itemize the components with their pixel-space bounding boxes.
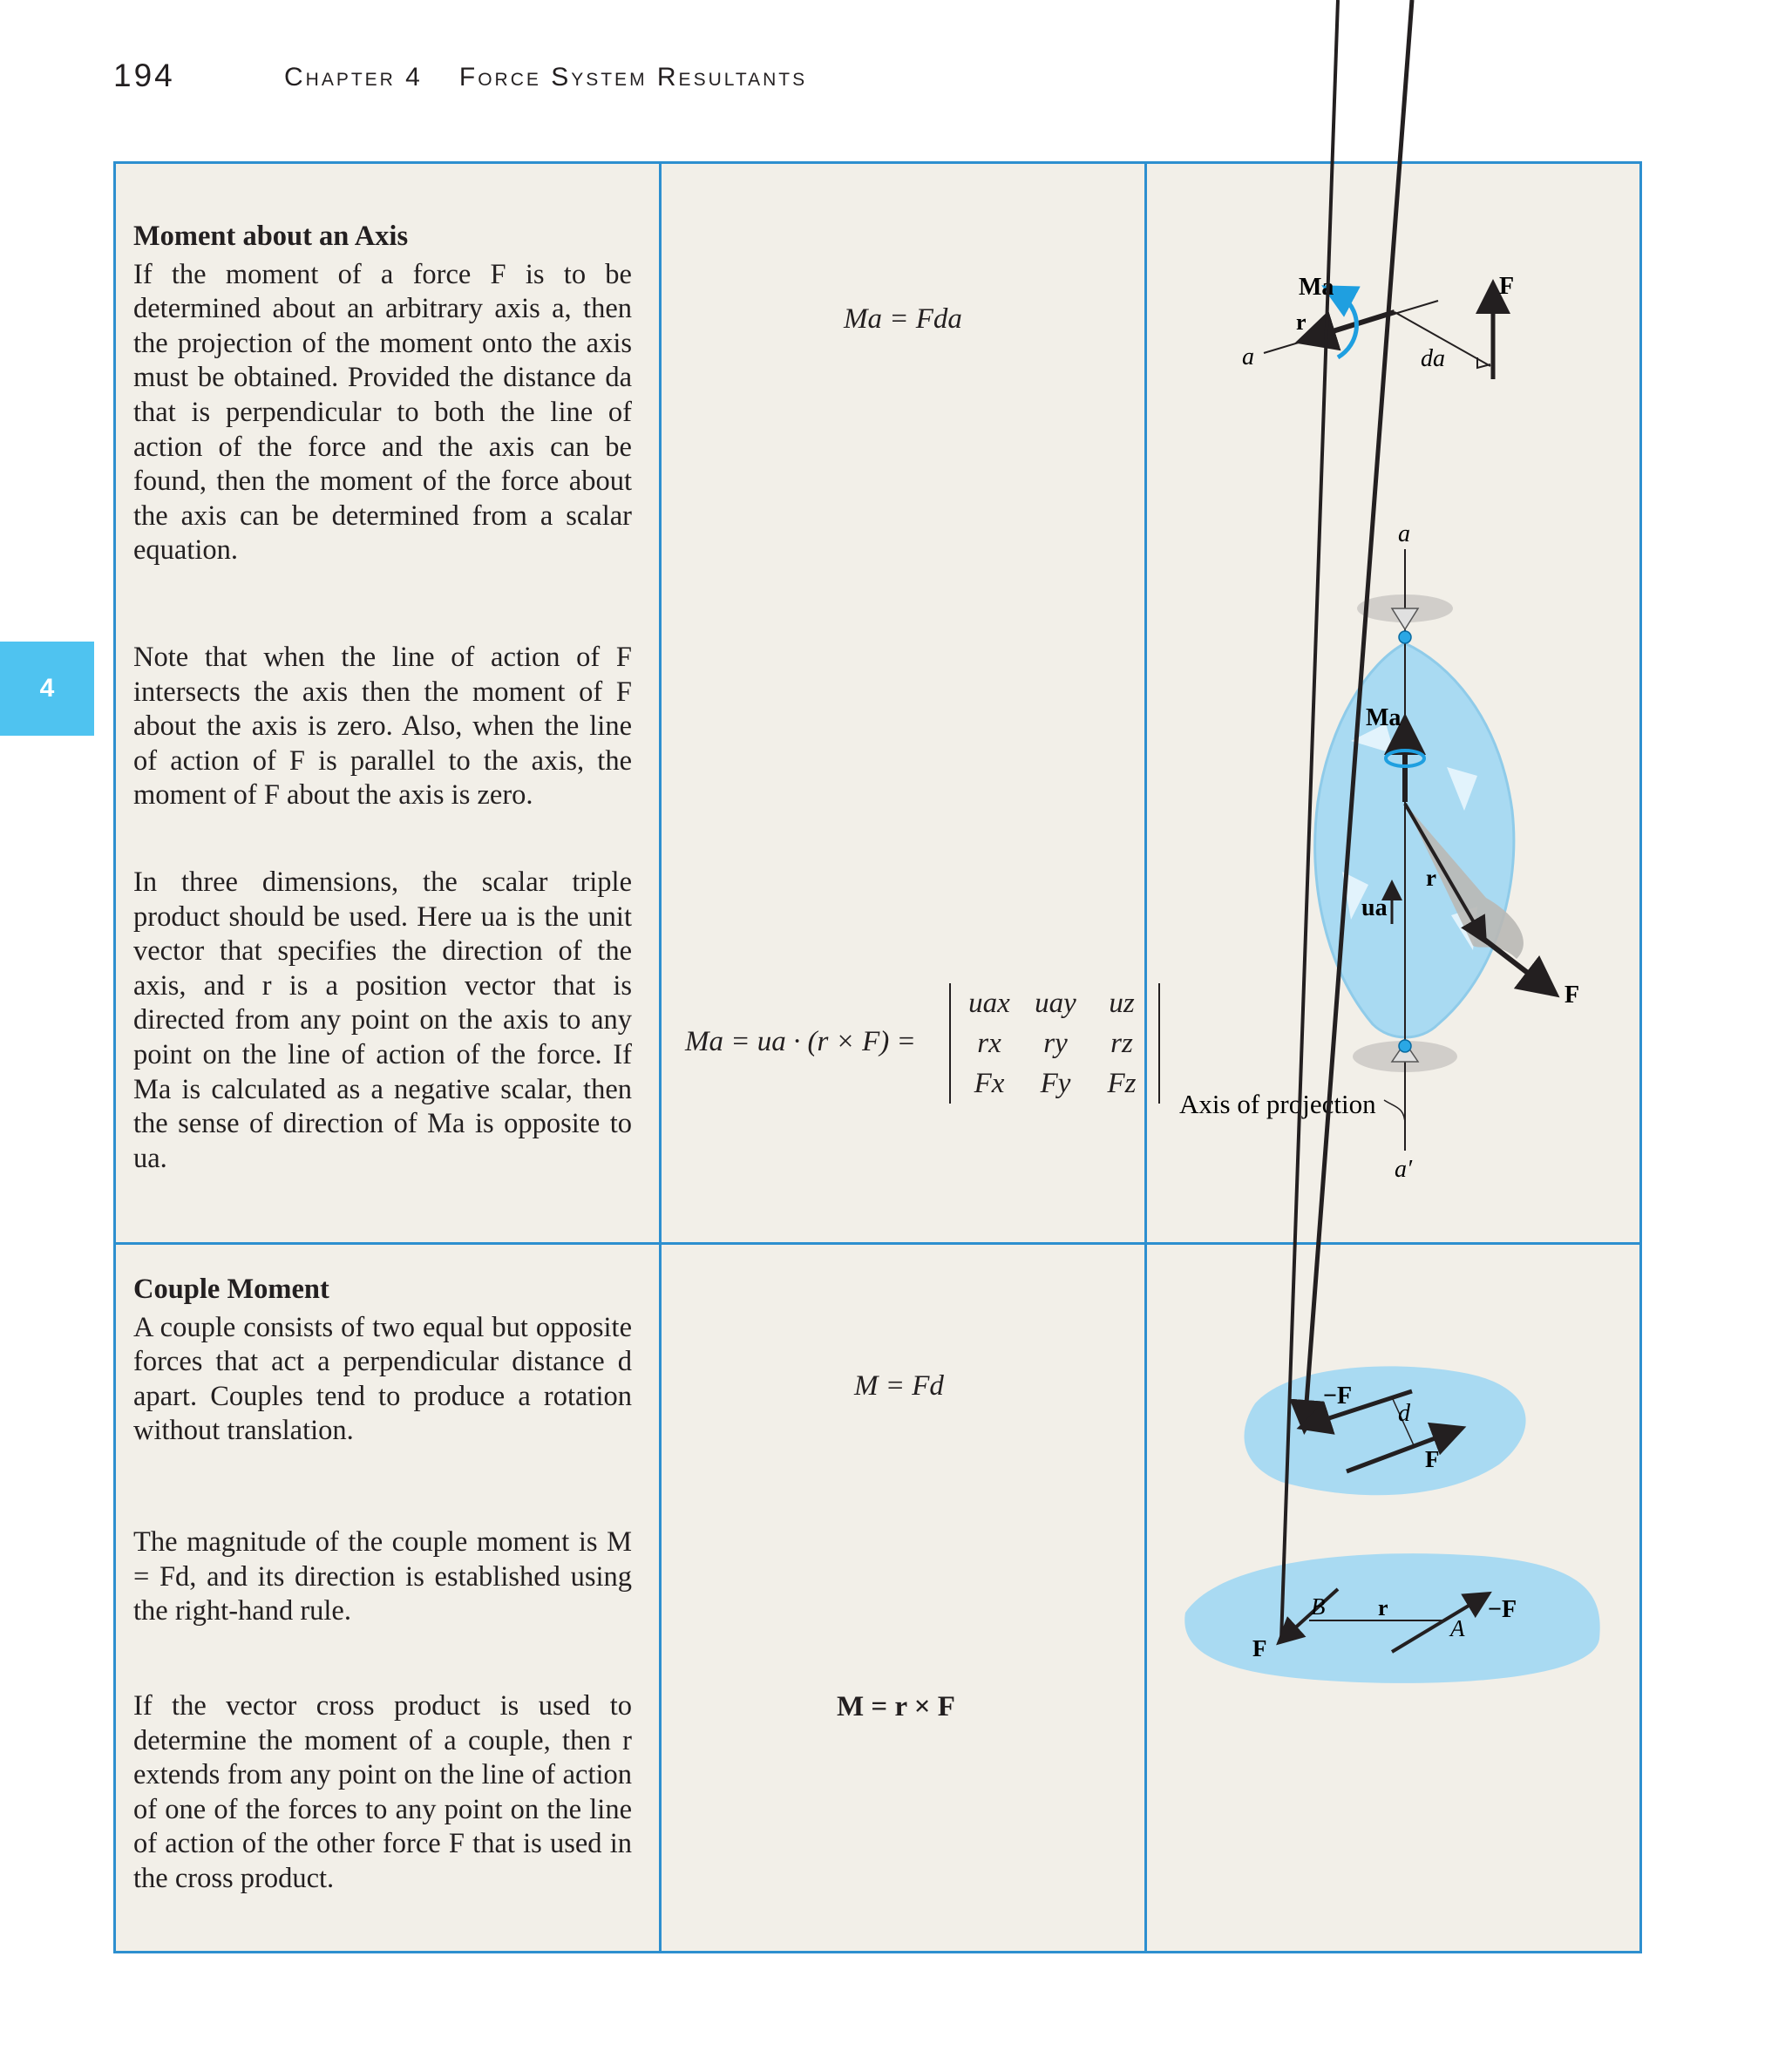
label-F: F <box>1564 982 1580 1009</box>
label-a: a <box>1242 343 1254 370</box>
det-cell: rx <box>977 1028 1001 1059</box>
label-Ma: Ma <box>1366 704 1402 731</box>
callout-leader <box>1384 1100 1405 1124</box>
label-a-prime: a′ <box>1395 1156 1413 1183</box>
det-cell: Fz <box>1107 1068 1137 1099</box>
paragraph: A couple consists of two equal but opposite forces that act a perpendicular distance d apart. Couples tend to produce a rotation without translation. <box>133 1311 632 1447</box>
paragraph: In three dimensions, the scalar triple product should be used. Here ua is the unit vector that specifies the direction of the axis, and r is a position vector that is directed from any point on the axis to any point on the line of action of the force. If Ma is calculated as a negative scalar, then the sense of direction of Ma is opposite to ua. <box>133 866 632 1174</box>
label-F: F <box>1425 1446 1440 1472</box>
equation-triple-product: Ma = ua · (r × F) = <box>685 1026 916 1057</box>
label-F: F <box>1499 273 1515 300</box>
figure-moment-about-axis <box>1242 273 1514 379</box>
axis-of-projection-label: Axis of projection <box>1179 1089 1376 1119</box>
label-r: r <box>1426 865 1436 891</box>
section-heading: Moment about an Axis <box>133 221 409 252</box>
det-cell: Fy <box>1040 1068 1071 1099</box>
det-cell: uay <box>1035 988 1076 1019</box>
section-heading: Couple Moment <box>133 1274 329 1305</box>
label-a-top: a <box>1398 520 1410 547</box>
chapter-title: Force System Resultants <box>458 63 808 92</box>
figure-axis-of-projection <box>1179 520 1579 1183</box>
paragraph: Note that when the line of action of F intersects the axis then the moment of F about the axis is zero. Also, when the line of action of F is parallel to the axis, the moment of F about the axis is zero. <box>133 642 632 812</box>
det-cell: rz <box>1110 1028 1133 1059</box>
equation-couple-vector: M = r × F <box>837 1691 955 1722</box>
det-cell: uax <box>968 988 1010 1019</box>
det-cell: Fx <box>974 1068 1005 1099</box>
paragraph: The magnitude of the couple moment is M = Fd, and its direction is established using the right-hand rule. <box>133 1526 632 1627</box>
chapter-label: Chapter 4 <box>284 63 423 92</box>
label-d: d <box>1398 1400 1410 1427</box>
label-A: A <box>1450 1615 1465 1641</box>
bottom-pin <box>1399 1040 1411 1052</box>
label-negF: −F <box>1323 1382 1353 1410</box>
rigid-body-blob <box>1315 643 1514 1037</box>
page-number: 194 <box>113 58 175 93</box>
label-Ma: Ma <box>1299 274 1334 301</box>
top-pin <box>1399 631 1411 643</box>
position-vector-r <box>1305 312 1395 340</box>
paragraph: If the moment of a force F is to be determined about an arbitrary axis a, then the projection of the moment onto the axis must be obtained. Provided the distance da that is perpendicular to both the line of action of the force and the axis can be found, then the moment of the force about the axis can be determined from a scalar equation. <box>133 258 632 567</box>
paragraph: If the vector cross product is used to determine the moment of a couple, then r extends from any point on the line of action of one of the forces to any point on the line of action of the other force F that is used in the cross product. <box>133 1690 632 1894</box>
det-cell: uz <box>1109 988 1135 1019</box>
det-cell: ry <box>1043 1028 1068 1059</box>
label-negF: −F <box>1488 1596 1517 1623</box>
chapter-tab-label: 4 <box>39 674 55 703</box>
couple-body <box>1184 1553 1599 1683</box>
label-da: da <box>1421 345 1445 372</box>
equation-moment-axis: Ma = Fda <box>844 303 962 335</box>
label-r: r <box>1378 1595 1388 1620</box>
label-F: F <box>1252 1635 1267 1661</box>
equation-couple: M = Fd <box>854 1370 944 1402</box>
label-ua: ua <box>1361 894 1388 921</box>
label-r: r <box>1296 309 1307 335</box>
label-B: B <box>1311 1593 1326 1620</box>
